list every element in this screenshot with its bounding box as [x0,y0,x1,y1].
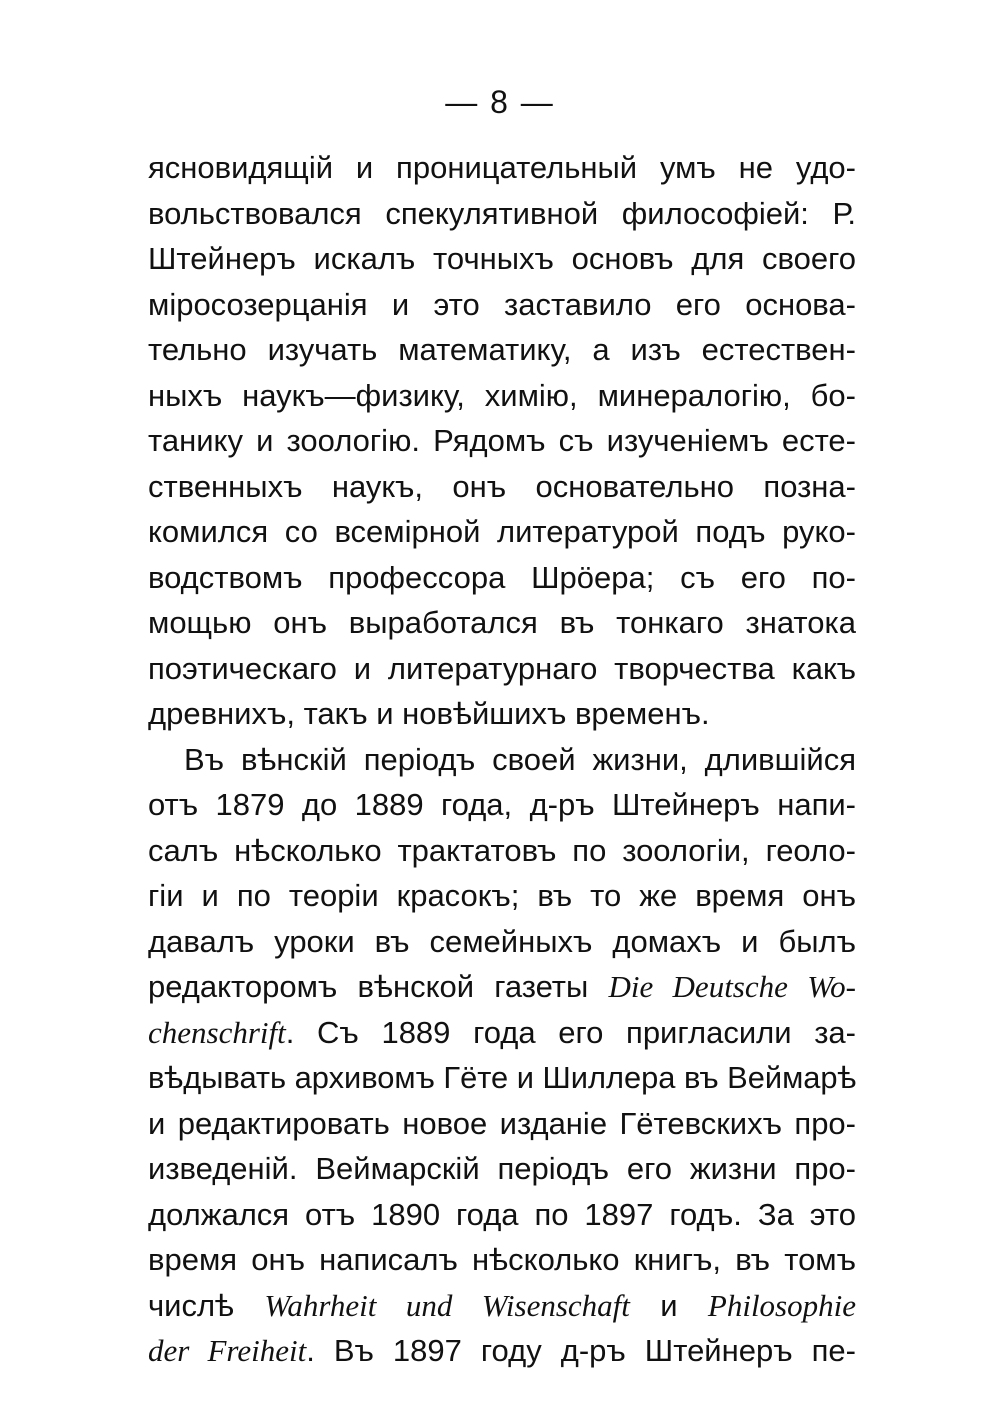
text-line: время онъ написалъ нѣсколько книгъ, въ томъ [148,1242,856,1277]
text-line: міросозерцанія и это заставило его основа- [148,286,856,322]
italic-title: Die Deutsche Wo- [608,969,857,1004]
italic-title: der Freiheit [148,1333,307,1368]
text-run: . Съ 1889 года его пригласили за- [285,1014,856,1050]
text-line: водствомъ профессора Шрöера; съ его по- [148,559,856,595]
text-line-with-italic [148,1283,856,1329]
text-run: числѣ [148,1287,265,1323]
text-run: . Въ 1897 году д-ръ Штейнеръ пе- [306,1333,856,1368]
text-line: отъ 1879 до 1889 года, д-ръ Штейнеръ напи- [148,787,856,822]
text-line: вѣдывать архивомъ Гёте и Шиллера въ Веймарѣ [148,1060,857,1095]
text-line: и редактировать новое изданіе Гётевскихъ про- [148,1105,856,1141]
page-number: — 8 — [445,84,555,120]
text-line-with-italic [148,964,856,1010]
text-line: комился со всемірной литературой подъ руко- [148,514,856,549]
text-line: ственныхъ наукъ, онъ основательно позна- [148,468,856,504]
text-line-with-italic [148,1328,856,1374]
paragraph-1 [148,145,856,737]
text-line: должался отъ 1890 года по 1897 годъ. За это [148,1196,856,1232]
text-line: тельно изучать математику, а изъ естествен- [148,332,856,367]
text-line: танику и зоологію. Рядомъ съ изученіемъ есте- [148,423,856,458]
text-run: и [629,1287,708,1323]
text-line: Въ вѣнскій періодъ своей жизни, длившійся [184,741,856,777]
text-line: изведеній. Веймарскій періодъ его жизни про- [148,1151,856,1186]
page-text [148,145,856,1374]
text-line: вольствовался спекулятивной философіей: Р. [148,195,856,231]
text-line: поэтическаго и литературнаго творчества какъ [148,650,856,686]
text-line: мощью онъ выработался въ тонкаго знатока [148,605,856,640]
text-line: гіи и по теоріи красокъ; въ то же время онъ [148,878,856,913]
italic-title: chenschrift [148,1014,286,1050]
text-line: давалъ уроки въ семейныхъ домахъ и былъ [148,923,856,959]
text-run: редакторомъ вѣнской газеты [148,969,609,1004]
text-line: ясновидящій и проницательный умъ не удо- [148,150,856,185]
text-line: древнихъ, такъ и новѣйшихъ временъ. [148,696,710,731]
text-line: ныхъ наукъ—физику, химію, минералогію, бо- [148,377,856,413]
text-line: салъ нѣсколько трактатовъ по зоологіи, геоло- [148,832,856,868]
italic-title: Philosophie [707,1287,856,1323]
text-line-with-italic [148,1010,856,1056]
paragraph-2 [148,737,856,1374]
text-line: Штейнеръ искалъ точныхъ основъ для своего [148,241,856,276]
italic-title: Wahrheit und Wisenschaft [264,1287,630,1323]
